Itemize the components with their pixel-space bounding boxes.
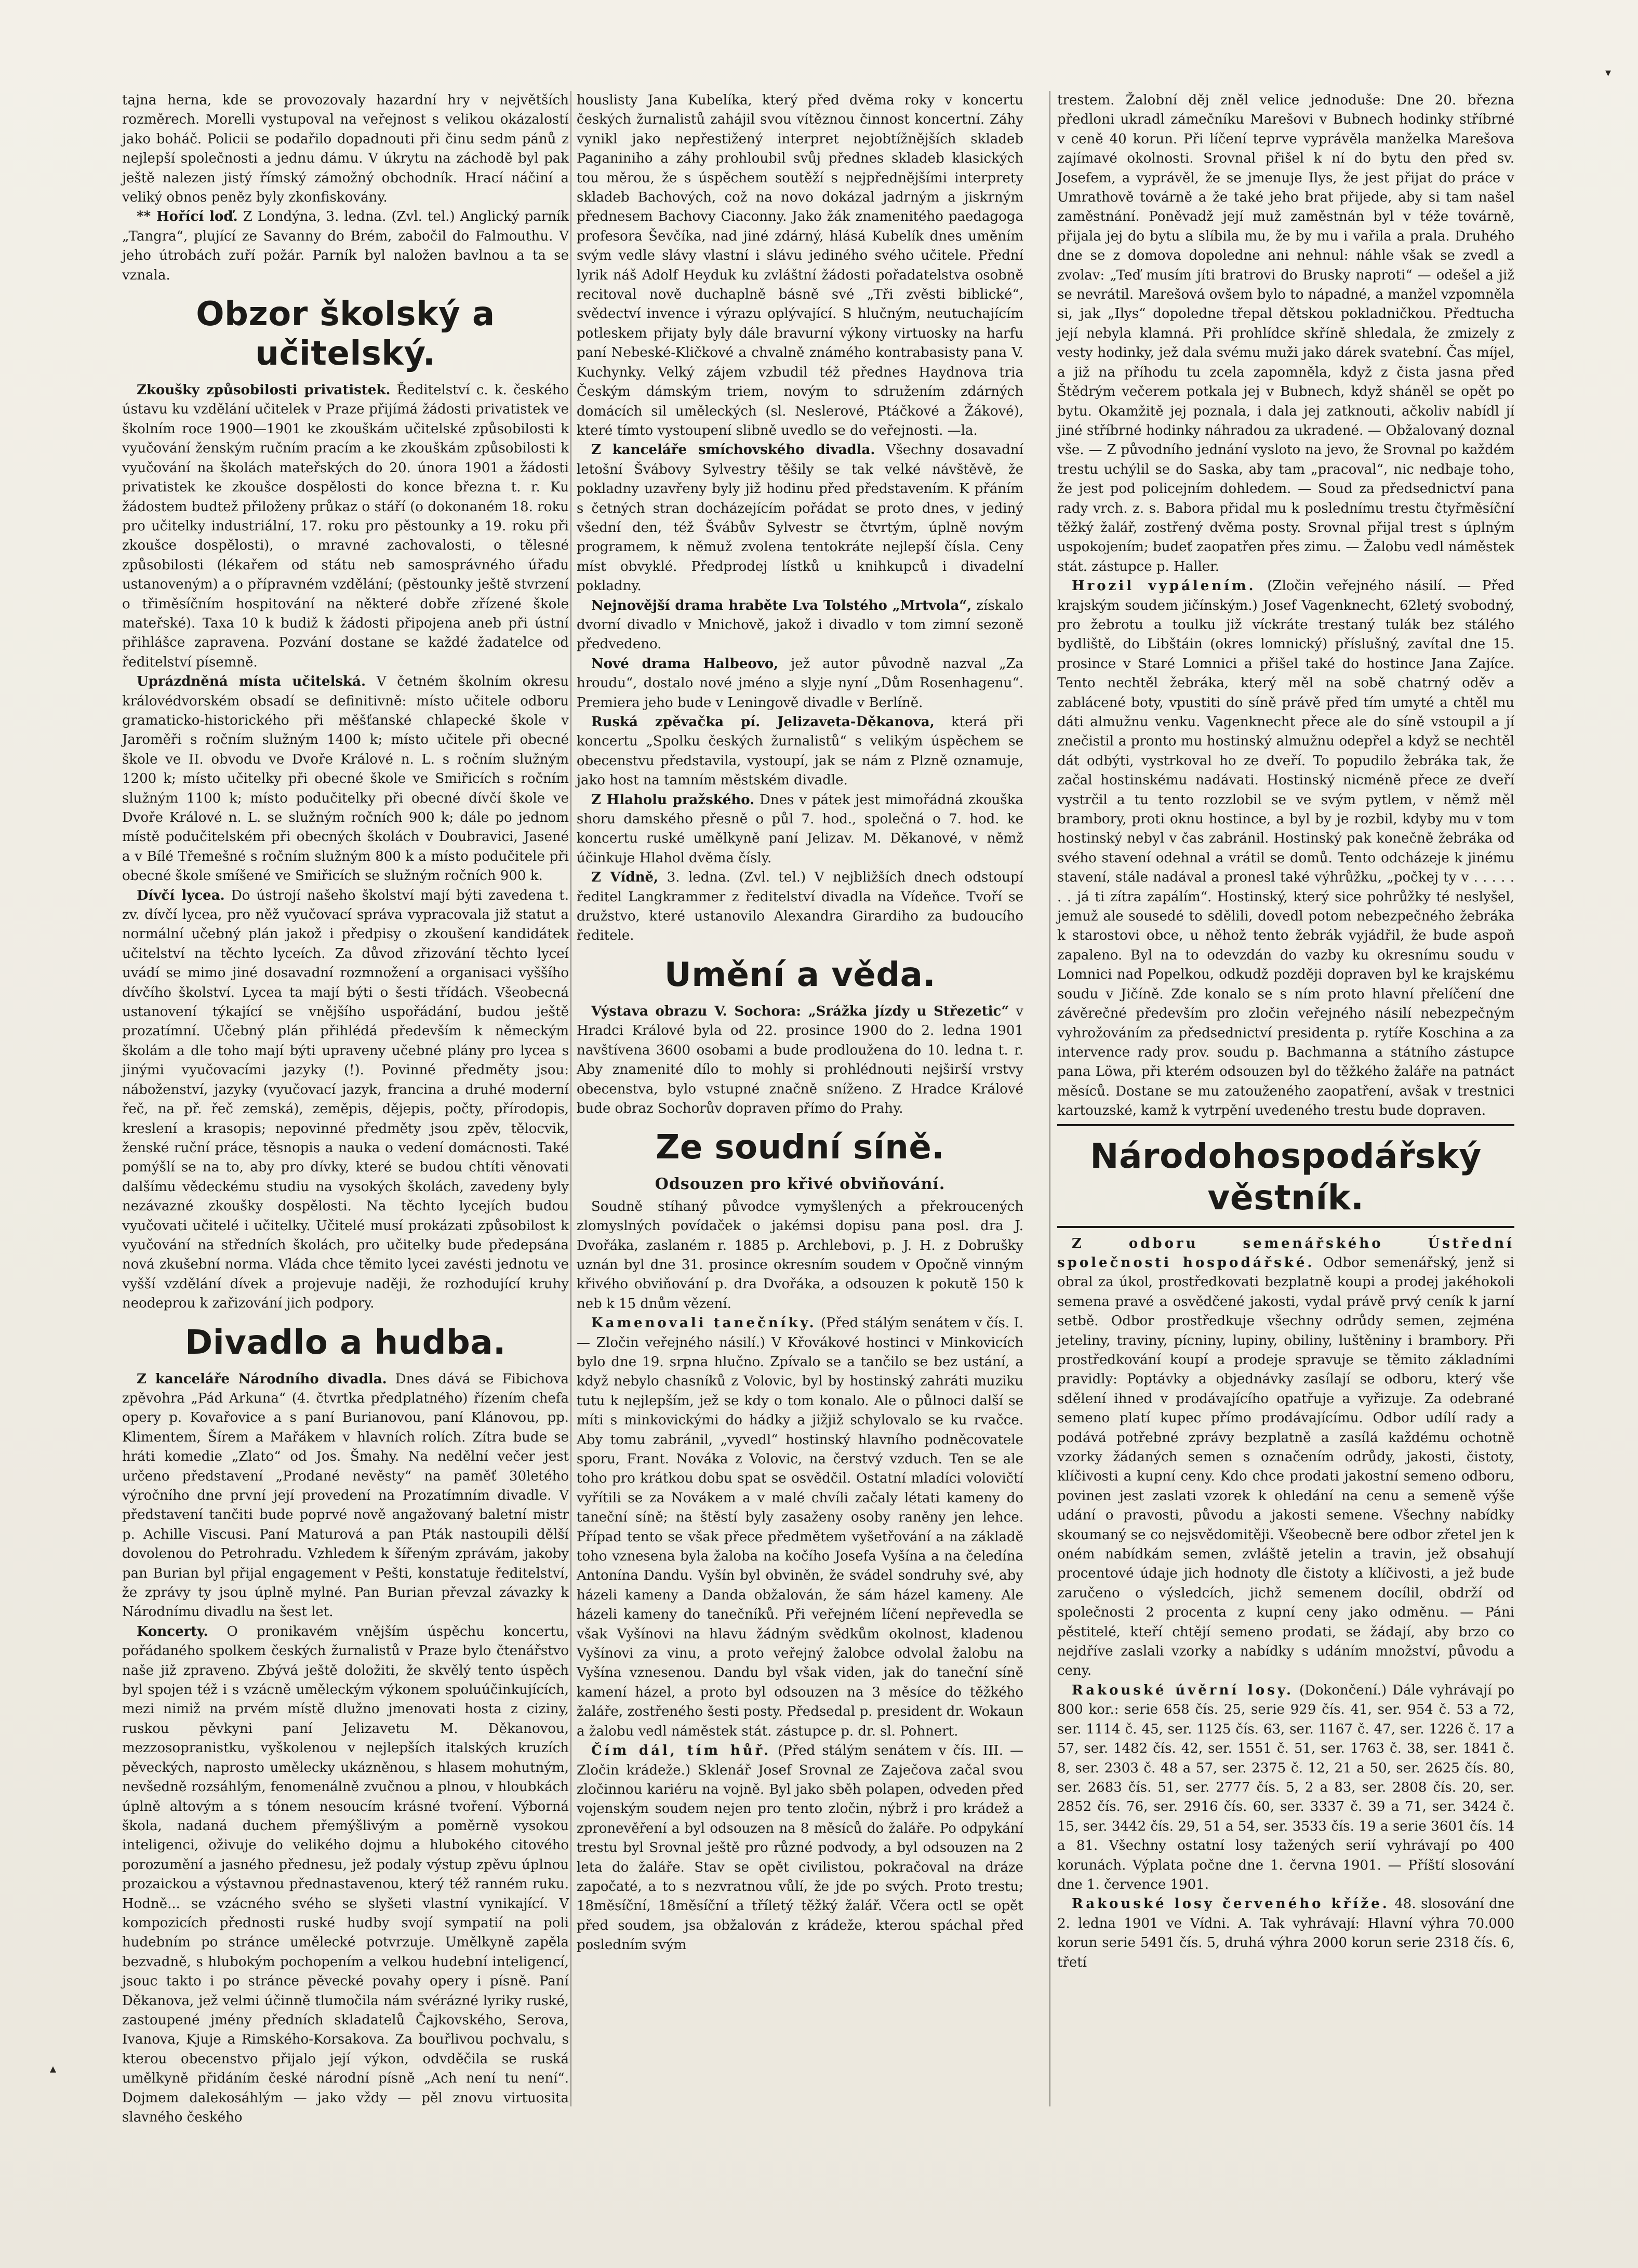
- article-text: 3. ledna. (Zvl. tel.) V nejbližších dnech odstoupí ředitel Langkrammer z ředitelství divadla na Vídeňce. Tvoří se družstvo, které ustanovilo Alexandra Girardiho za budoucího ředitele.: [577, 870, 1023, 944]
- article-text: v Hradci Králové byla od 22. prosince 1900 do 2. ledna 1901 navštívena 3600 osobami a bude prodloužena do 10. ledna t. r. Aby znamenité dílo to mohly si prohlédnouti nejširší vrstvy obecenstva, bylo vstupné značně sníženo. Z Hradce Králové bude obraz Sochorův dopraven přímo do Prahy.: [577, 1003, 1023, 1116]
- article-lead: Koncerty.: [137, 1623, 208, 1639]
- article-text: (Před stálým senátem v čís. III. — Zločin krádeže.) Sklenář Josef Srovnal ze Zaječova začal svou zločinnou kariéru na vojně. Byl jako sběh polapen, odveden před vojenským soudem nejen pro tento zločin, nýbrž i pro krádež a zpronevěření a byl odsouzen na 8 měsíců do žaláře. Po odpykání trestu byl Srovnal ještě pro různé podvody, a byl odsouzen na 2 leta do žaláře. Stav se opět civilistou, pokračoval na dráze započaté, a to s nezvratnou vůlí, že jde po svých. Proto trestu; 18měsíční, 18měsíční a tříletý těžký žalář. Včera octl se opět před soudem, jsa obžalován z krádeže, kterou spáchal před posledním svým: [577, 1743, 1023, 1953]
- article-lead: Nejnovější drama hraběte Lva Tolstého „Mrtvola“,: [591, 597, 972, 613]
- column-rule-1: [570, 91, 571, 2106]
- article-lead: Rakouské losy červeného kříže.: [1072, 1896, 1390, 1912]
- article-text: houslisty Jana Kubelíka, který před dvěma roky v koncertu českých žurnalistů zahájil svou vítěznou činnost koncertní. Záhy vynikl jako nepřestižený interpret nejobtížnějších skladeb Paganiniho a záhy prohloubil svůj přednes skladeb klasických tou měrou, že s úspěchem soutěží s nejpřednějšími interprety skladeb Bachových, což na novo dokázal jadrným a jiskrným přednesem Bachovy Ciaconny. Jako žák znamenitého paedagoga profesora Ševčíka, nad jiné zdárný, hlásá Kubelík dnes uměním svým vedle slávy vlastní i slávu jediného svého učitele. Přední lyrik náš Adolf Heyduk ku zvláštní žádosti pořadatelstva osobně recitoval nově duchaplně básně své „Tři zvěsti biblické“, svědectví invence i výrazu oplývající. S hlučným, neutuchajícím potleskem přijaty byly dále bravurní výkony virtuosky na harfu paní Nebeské-Kličkové a chvalně známého kontrabasisty pana V. Kuchynky. Velký zájem vzbudil též přednes Haydnova tria Českým dámským triem, novým to sdružením zdárných domácích sil uměleckých (sl. Neslerové, Ptáčkové a Žákové), které tímto vystoupení slibně uvedlo se do veřejnosti. —la.: [577, 92, 1023, 438]
- article-paragraph: [122, 381, 569, 672]
- article-text: získalo dvorní divadlo v Mnichově, jakož i divadlo v tom zimní sezoně předvedeno.: [577, 597, 1023, 652]
- article-paragraph: [577, 596, 1023, 655]
- article-paragraph: [1057, 1681, 1514, 1895]
- article-text: Všechny dosavadní letošní Švábovy Sylvestry těšily se tak velké návštěvě, že pokladny uzavřeny byly již hodinu před představením. K přáním s četných stran docházejícím pořádat se proto dnes, v jediný všední den, též Švábův Sylvestr se čtvrtým, úplně novým programem, k němuž zvolena tentokráte nejlepší čísla. Ceny míst obvyklé. Předprodej lístků u knihkupců i divadelní pokladny.: [577, 442, 1023, 594]
- column-1: [122, 91, 569, 2125]
- article-paragraph: [1057, 1234, 1514, 1681]
- article-text: (Před stálým senátem v čís. I. — Zločin veřejného násilí.) V Křovákové hostinci v Minkovicích bylo dne 19. srpna hlučno. Zpívalo se a tančilo se bez ustání, a když nebylo chasníků z Volovic, byl by hostinský zahráti muziku tutu k nejlepším, jež se kdy o tom konalo. Ale o půlnoci další se míti s minkovickými do hádky a jižjiž schylovalo se ku rvačce. Aby tomu zabránil, „vyvedl“ hostinský hlavního podněcovatele sporu, Frant. Nováka z Volovic, na čerstvý vzduch. Ten se ale toho pro krátkou dobu spat se osvědčil. Ostatní mladíci volovičtí vyřítili se za Novákem a v malé chvíli začaly létati kameny do taneční síně; na štěstí byly zasaženy osoby raněny jen lehce. Případ tento se však přece předmětem vyšetřování a na základě toho vznesena byla žaloba na kočího Josefa Vyšína a na čeledína Antonína Dandu. Vyšín byl obviněn, že svádel sondruhy své, aby házeli kameny a Danda obžalován, že sám házel kameny. Ale házeli kameny do tanečníků. Při veřejném líčení nepřevedla se však Vyšínovi na hlavu žádným svědkům okolnost, kladenou Vyšínovi za vinu, a proto veřejný žalobce odvolal žalobu na Vyšína vznesenou. Dandu byl však viden, jak do taneční síně kamení házel, a proto byl odsouzen na 3 měsíce do těžkého žaláře, zostřeného šesti posty. Předsedal p. president dr. Wokaun a žalobu vedl náměstek stát. zástupce p. dr. sl. Pohnert.: [577, 1315, 1024, 1739]
- article-subheading: Odsouzen pro křivé obviňování.: [655, 1175, 945, 1194]
- article-lead: Zkoušky způsobilosti privatistek.: [137, 382, 391, 398]
- article-text: která při koncertu „Spolku českých žurnalistů“ s velikým úspěchem se obecenstvu představila, vystoupí, jak se nám z Plzně oznamuje, jako host na tamním městském divadle.: [577, 714, 1023, 789]
- article-lead: Ruská zpěvačka pí. Jelizaveta-Děkanova,: [591, 714, 935, 730]
- article-paragraph: [1057, 1895, 1514, 1972]
- article-text: Soudně stíhaný původce vymyšlených a překroucených zlomyslných povídaček o jakémsi dopisu pana posl. dra J. Dvořáka, zaslaném r. 1885 p. Archlebovi, p. J. H. z Dobrušky uznán byl dne 31. prosince okresním soudem v Opočně vinným křivého obviňování p. dra Dvořáka, a odsouzen k pokutě 150 k neb k 15 dnům vězení.: [577, 1198, 1023, 1312]
- article-lead: Z odboru semenářského Ústřední společnosti hospodářské.: [1057, 1235, 1514, 1271]
- article-paragraph: [122, 1622, 569, 2128]
- article-lead: Dívčí lycea.: [137, 887, 225, 903]
- article-paragraph: [577, 441, 1023, 596]
- article-paragraph: [577, 655, 1023, 713]
- margin-mark: ▴: [50, 2061, 57, 2076]
- article-text: (Zločin veřejného násilí. — Před krajským soudem jičínským.) Josef Vagenknecht, 62letý svobodný, pro žebrotu a toulku již víckráte trestaný tulák bez stálého bydliště, do Libštáin (okres lomnický) příslušný, zavítal dne 15. prosince v Staré Lomnici a přišel také do hostince Jana Zajíce. Tento nechtěl žebráka, který měl na sobě chatrný oděv a zablácené boty, vpustiti do síně právě před tím umyté a chtěl mu dáti almužnu venku. Vagenknecht přece ale do síně vstoupil a jí znečistil a pronto mu hostinský almužnu odepřel a když se nechtěl dát odbýti, vystrkoval ho ze dveří. To popudilo žebráka tak, že začal hostinskému nadávati. Hostinský nicméně přece ze dveří vystrčil a tu tento rozzlobil se ve svým pytlem, v němž měl brambory, proti oknu hostince, a byl by je rozbil, kdyby mu v tom hostinský nebyl v čas zabránil. Hostinský pak konečně žebráka od svého stavení odehnal a vrátil se domů. Tento odcházeje k jinému stavení, stále nadával a pronesl také výhrůžku, „počkej ty v . . . . . . . já ti zítra zapálím“. Hostinský, který sice pohrůžky té neslyšel, jemuž ale sousedé to sdělili, dovedl potom nebezpečného žebráka k starostovi obce, u něhož tento žebrák vyjádřil, že bude aspoň zapaleno. Byl na to odevzdán do vazby ku okresnímu soudu v Lomnici nad Popelkou, odkudž později dopraven byl ke krajskému soudu v Jičíně. Zde konalo se s ním proto hlavní přelíčení dne závěrečné především pro zločin veřejného násilí nebezpečným vyhrožováním za předsednictví presidenta p. rytíře Koschina a za intervence rady prov. soudu p. Bachmanna a státního zástupce pana Löwa, při kterém odsouzen byl do těžkého žaláře na patnáct měsíců. Dostane se mu zatouženého zaopatření, avšak v trestnici kartouzské, kamž k vytrpění uvedeného trestu bude dopraven.: [1057, 578, 1514, 1119]
- section-rule: [1057, 1226, 1514, 1228]
- article-paragraph: [122, 207, 569, 285]
- article-text: Dnes v pátek jest mimořádná zkouška shoru damského přesně o půl 7. hod., společná o 7. hod. ke koncertu ruské umělkyně paní Jelizav. M. Děkanové, v němž účinkuje Hlahol dvěma čísly.: [577, 792, 1024, 866]
- article-paragraph: [122, 1370, 569, 1622]
- section-heading-court: Ze soudní síně.: [655, 1128, 945, 1167]
- column-2: [577, 91, 1023, 2106]
- article-paragraph: [577, 868, 1023, 946]
- section-rule: [1057, 1124, 1514, 1126]
- article-paragraph: [1057, 577, 1514, 1120]
- article-lead: Výstava obrazu V. Sochora: „Srážka jízdy u Střezetic“: [591, 1003, 1009, 1019]
- article-lead: Čím dál, tím hůř.: [591, 1743, 771, 1759]
- article-lead: Hrozil vypálením.: [1072, 578, 1256, 594]
- article-lead: Kamenovali tanečníky.: [591, 1315, 817, 1331]
- article-text: jež autor původně nazval „Za hroudu“, dostalo nové jméno a slyje nyní „Dům Rosenhagenu“. Premiera jeho bude v Leningově divadle v Berlíně.: [577, 656, 1023, 711]
- article-lead: Rakouské úvěrní losy.: [1072, 1682, 1294, 1698]
- article-paragraph: [122, 886, 569, 1314]
- article-paragraph: [577, 1002, 1023, 1118]
- article-lead: Z Vídně,: [591, 870, 659, 886]
- article-text: Z Londýna, 3. ledna. (Zvl. tel.) Anglický parník „Tangra“, plující ze Savanny do Brém, zabočil do Falmouthu. V jeho útrobách zuří požár. Parník byl naložen bavlnou a ta se vznala.: [122, 209, 569, 283]
- article-text: Ředitelství c. k. českého ústavu ku vzdělání učitelek v Praze přijímá žádosti privatistek ve školním roce 1900—1901 ke zkouškám učitelské způsobilosti k vyučování ženským ručním pracím a ke zkouškám způsobilosti k vyučování na školách mateřských do 20. února 1901 a žádosti privatistek ke zkoušce dospělosti do konce března t. r. Ku žádostem budtež přiloženy průkaz o stáří (o dokonaném 18. roku pro učitelky industriální, 17. roku pro pěstounky a 19. roku při zkoušce dospělosti), o mravné zachovalosti, o tělesné způsobilosti (lékařem od státu neb samosprávného úřadu ustanoveným) a o přípravném vzdělání; (pěstounky ještě stvrzení o třiměsíčním hospitování na některé dobře zřízené škole mateřské). Taxa 10 k budiž k žádosti připojena aneb při ústní přihlášce zapravena. Pozvání dostane se každé žadatelce od ředitelství písemně.: [122, 382, 569, 670]
- article-text: Odbor semenářský, jenž si obral za úkol, prostředkovati bezplatně koupi a prodej jakéhokoli semena pravé a osvědčené jakosti, vydal právě prvý ceník k jarní setbě. Odbor prostředkuje všechny odrůdy semen, zejména jeteliny, traviny, pícniny, lupiny, obiliny, luštěniny i brambory. Při prostředkování koupí a prodeje spravuje se těmito základními pravidly: Poptávky a objednávky zasílají se odboru, který vše sdělení ihned v prodávajícího opatřuje a vyřizuje. Za odebrané semeno platí kupec přímo prodávajícímu. Odbor udílí rady a podává potřebné zprávy bezplatně a zasílá každému ochotně vzorky žádaných semen s označením odrůdy, jakosti, čistoty, klíčivosti a kupní ceny. Kdo chce prodati jakostní semeno odboru, povinen jest zaslati vzorek k ohledání na cenu a semeně výše udání o pravosti, původu a jakosti semene. Všechny nabídky skoumaný se co nejsvědomitěji. Všeobecně bere odbor zřetel jen k oném nabídkám semen, zvláště jetelin a travin, jež obsahují procentové údaje jich hodnoty dle čistoty a klíčivosti, a jež bude zaručeno o výsledcích, jichž semenem docílil, obdrží od společnosti 2 procenta z kupní ceny jako odměnu. — Páni pěstitelé, kteří chtějí semeno prodati, se žádají, aby brzo co nejdříve zaslali vzorky a nabídky s udáním množství, původu a ceny.: [1057, 1255, 1514, 1679]
- article-text: trestem. Žalobní děj zněl velice jednoduše: Dne 20. března předloni ukradl zámečníku Marešovi v Bubnech hodinky stříbrné v ceně 40 korun. Při líčení teprve vyprávěla manželka Marešova zajímavé okolnosti. Srovnal přišel k ní do bytu den před sv. Josefem, a vyprávěl, že se jmenuje Ilys, že jest přijat do práce v Umrathově továrně a že také jeho brat přijede, aby si tam našel zaměstnání. Poněvadž její muž zaměstnán byl v téže továrně, přijala jej do bytu a slíbila mu, že by mu i vařila a prala. Druhého dne se z domova dopoledne ani nehnul: náhle však se zvedl a zvolav: „Teď musím jíti bratrovi do Brusky naproti“ — odešel a již se nevrátil. Marešová ovšem bylo to nápadné, a manžel vzpomněla si, jak „Ilys“ dopoledne třepal dětskou pokladničkou. Předtucha její nebyla klamná. Při prohlídce skříně shledala, že zmizely z vesty hodinky, jež dala svému muži jako dárek svatební. Čas míjel, a již na příhodu tu zcela zapomněla, když z čista jasna před Štědrým večerem potkala jej v Bubnech, když sháněl se opět po bytu. Okamžitě jej poznala, i dala jej zatknouti, ačkoliv nabídl jí jiné stříbrné hodinky náhradou za ukradené. — Obžalovaný doznal vše. — Z původního jednání vysloto na jevo, že Srovnal po každém trestu uchýlil se do Saska, aby tam „pracoval“, nic nedbaje toho, že jest pod policejním dohledem. — Soud za předsednictví pana rady vrch. z. s. Babora přidal mu k poslednímu trestu čtyřměsíční těžký žalář, zostřený dvěma posty. Srovnal přijal trest s úplným uspokojením; budeť zaopatřen přes zimu. — Žalobu vedl náměstek stát. zástupce p. Haller.: [1057, 92, 1514, 575]
- article-text: Do ústrojí našeho školství mají býti zavedena t. zv. dívčí lycea, pro něž vyučovací správa vypracovala již statut a normální učebný plán jakož i předpisy o zkoušení kandidátek učitelství na těchto lyceích. Za důvod zřizování těchto lyceí uvádí se mimo jiné dosavadní rozmnožení a organisaci vyššího dívčího školství. Lycea ta mají býti o šesti třídách. Všeobecná ustanovení týkající se vnějšího uspořádání, budou ještě prozatímní. Učebný plán přihlédá především k německým školám a dle toho mají býti upraveny učebné plány pro lycea s jinými vyučovacími jazyky (!). Povinné předměty jsou: náboženství, jazyky (vyučovací jazyk, francina a druhé moderní řeč, na př. řeč zemská), zeměpis, dějepis, počty, přírodopis, kreslení a krasopis; nepovinné předměty jsou zpěv, tělocvik, ženské ruční práce, těsnopis a nauka o vedení domácnosti. Také pomýšlí se na to, aby pro dívky, které se budou chtíti věnovati dalšímu vědeckému studiu na vysokých školách, zavedeny byly nezávazné zkoušky dospělosti. Na těchto lycejích budou vyučovati učitelé i učitelky. Učitelé musí prokázati způsobilost k vyučování na středních školách, pro učitelky bude předepsána nová zkušební norma. Vláda chce těmito lycei zavésti jednotu ve vyšší vzdělání dívek a projevuje naději, že rozhodující kruhy neodeprou k zařizování jich podpory.: [122, 887, 569, 1312]
- column-rule-2: [1049, 91, 1050, 2106]
- article-paragraph: [122, 672, 569, 886]
- article-text: (Dokončení.) Dále vyhrávají po 800 kor.: serie 658 čís. 25, serie 929 čís. 41, ser. 954 č. 53 a 72, ser. 1114 č. 45, ser. 1125 čís. 63, ser. 1167 č. 47, ser. 1226 č. 17 a 57, ser. 1482 čís. 42, ser. 1551 č. 51, ser. 1763 č. 38, ser. 1841 č. 8, ser. 2303 č. 48 a 57, ser. 2375 č. 12, 21 a 50, ser. 2625 čís. 80, ser. 2683 čís. 51, ser. 2777 čís. 5, 2 a 83, ser. 2808 čís. 20, ser. 2852 čís. 76, ser. 2916 čís. 60, ser. 3337 č. 39 a 71, ser. 3424 č. 15, ser. 3442 čís. 29, 51 a 54, ser. 3533 čís. 19 a serie 3601 čís. 14 a 81. Všechny ostatní losy tažených serií vyhrávají po 400 korunách. Výplata počne dne 1. června 1901. — Příští slosování dne 1. července 1901.: [1057, 1682, 1514, 1892]
- section-heading-theatre: Divadlo a hudba.: [185, 1323, 506, 1362]
- article-lead: Z kanceláře Národního divadla.: [137, 1371, 387, 1387]
- article-lead: Nové drama Halbeovo,: [591, 656, 779, 672]
- section-heading-economy: Národohospodářský věstník.: [1090, 1136, 1482, 1218]
- section-heading-school: Obzor školský a učitelský.: [196, 295, 495, 373]
- article-text: V četném školním okresu královédvorském obsadí se definitivně: místo učitele odboru gramaticko-historického při měšťanské chlapecké škole v Jaroměři s ročním služným 1400 k; místo učitele při obecné škole ve II. obvodu ve Dvoře Králové n. L. s ročním služným 1200 k; místo učitelky při obecné škole ve Smiřicích s ročním služným 1100 k; místo podučitelky při obecné dívčí škole ve Dvoře Králové n. L. se služným ročních 900 k; dále po jednom místě podučitelském při obecných školách v Doubravici, Jasené a v Bílé Třemešné s ročním služným 800 k a místo podučitele při obecné škole smíšené ve Smiřicích se služným ročních 900 k.: [122, 674, 569, 884]
- article-paragraph: [577, 791, 1023, 869]
- article-text: 48. slosování dne 2. ledna 1901 ve Vídni. A. Tak vyhrávají: Hlavní výhra 70.000 korun serie 5491 čís. 5, druhá výhra 2000 korun serie 2318 čís. 6, třetí: [1057, 1896, 1514, 1970]
- article-paragraph: [577, 1314, 1023, 1741]
- article-text: tajna herna, kde se provozovaly hazardní hry v největších rozměrech. Morelli vystupoval na veřejnost s velikou okázalostí jako boháč. Policii se podařilo dopadnouti při činu sedm pánů z nejlepší společnosti a jednu dámu. V úkrytu na záchodě byl pak ještě nalezen jistý římský zámožný obchodník. Hrací náčiní a veliký obnos peněz byly zkonfiskovány.: [122, 92, 569, 206]
- column-3: [1057, 91, 1514, 2106]
- article-text: O pronikavém vnějším úspěchu koncertu, pořádaného spolkem českých žurnalistů v Praze bylo čtenářstvo naše již zpraveno. Zbývá ještě doložiti, že skvělý tento úspěch byl spojen též i s vzácně uměleckým výkonem spoluúčinkujících, mezi nimiž na prvém místě dlužno jmenovati hosta z ciziny, ruskou pěvkyni paní Jelizavetu M. Děkanovou, mezzosopranistku, vyškolenou v nejlepších italských kruzích pěveckých, naprosto umělecky ukázněnou, s hlasem mohutným, nevšedně rozsáhlým, fenomenálně zvučnou a plnou, v hloubkách úplně altovým a s tónem nesoucím krásné tvoření. Výborná škola, nadaná duchem přemýšlivým a poměrně vysokou inteligenci, oživuje do velikého dojmu a hlubokého citového porozumění a jasného přednesu, jež podaly výstup zpěvu úplnou prozaickou a výstavnou přednastavenou, který též ranném ruku. Hodně... se vzácného svého se slyšeti vlastní vynikající. V kompozicích přednosti ruské hudby svojí sympatií na poli hudebním po stránce umělecké potvrzuje. Umělkyně zapěla bezvadně, s hlubokým pochopením a velkou hudební inteligencí, jsouc takto i po stránce pěvecké povahy opery i písně. Paní Děkanova, jež velmi účinně tlumočila nám svérázné lyriky ruské, zastoupené jmény předních skladatelů Čajkovského, Serova, Ivanova, Kjuje a Rimského-Korsakova. Za bouřlivou pochvalu, s kterou obecenstvo přijalo její výkon, odvděčila se ruská umělkyně přidáním české národní písně „Ach není tu není“. Dojmem dalekosáhlým — jako vždy — pěl znovu virtuosita slavného českého: [122, 1623, 569, 2125]
- article-lead: Z kanceláře smíchovského divadla.: [591, 442, 875, 458]
- article-lead: Z Hlaholu pražského.: [591, 792, 755, 808]
- article-lead: ** Hořící loď.: [137, 209, 238, 225]
- corner-mark: ▾: [1605, 66, 1611, 79]
- article-lead: Uprázdněná místa učitelská.: [137, 674, 366, 690]
- section-heading-arts: Umění a věda.: [664, 955, 936, 994]
- article-paragraph: [577, 713, 1023, 791]
- article-paragraph: [577, 1741, 1023, 1955]
- article-text: Dnes dává se Fibichova zpěvohra „Pád Arkuna“ (4. čtvrtka předplatného) řízením chefa opery p. Kovařovice a s paní Burianovou, paní Klánovou, pp. Klimentem, Šírem a Mařákem v hlavních rolích. Zítra bude se hráti komedie „Zlato“ od Jos. Šmahy. Na nedělní večer jest určeno představení „Prodané nevěsty“ na paměť 30letého výročního dne první její provedení na Prozatímním divadle. V představení tančiti bude poprvé nově angažovaný baletní mistr p. Achille Viscusi. Paní Maturová a pan Pták nastoupili dělší dovolenou do Petrohradu. Vzhledem k šířeným zprávám, jakoby pan Burian byl přijal engagement v Pešti, konstatuje ředitelství, že zprávy ty jsou úplně mylné. Pan Burian převzal závazky k Národnímu divadlu na šest let.: [122, 1371, 569, 1620]
